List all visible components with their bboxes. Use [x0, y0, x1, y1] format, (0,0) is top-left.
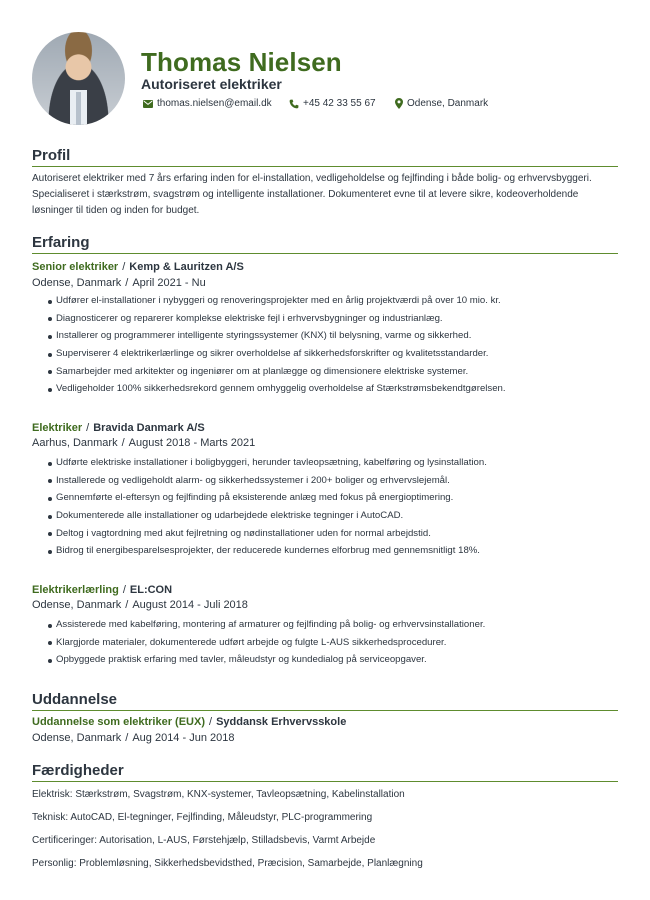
list-item: Dokumenterede alle installationer og udarbejdede elektriske tegninger i AutoCAD. — [48, 507, 618, 525]
job-role: Senior elektriker — [32, 261, 119, 273]
list-item: Installerer og programmerer intelligente styringssystemer (KNX) til belysning, varme og sikkerhed. — [48, 327, 618, 345]
job-title-line — [32, 584, 172, 596]
job-meta-line — [32, 599, 248, 611]
job-company: Bravida Danmark A/S — [93, 422, 205, 434]
skills-divider — [32, 781, 618, 782]
experience-divider — [32, 253, 618, 254]
job-meta-line — [32, 437, 255, 449]
resume-header — [32, 32, 618, 126]
job-dates: August 2018 - Marts 2021 — [128, 437, 256, 449]
skill-line: Certificeringer: Autorisation, L-AUS, Førstehjælp, Stilladsbevis, Varmt Arbejde — [32, 835, 376, 846]
job-role: Elektrikerlærling — [32, 584, 119, 596]
job-title-line — [32, 422, 205, 434]
job-dates: April 2021 - Nu — [132, 277, 206, 289]
list-item: Assisterede med kabelføring, montering af armaturer og fejlfinding på bolig- og erhvervsinstallationer. — [48, 616, 618, 634]
education-location: Odense, Danmark — [32, 732, 122, 744]
list-item: Deltog i vagtordning med akut fejlretning og nødinstallationer uden for normal arbejdstid. — [48, 525, 618, 543]
profile-heading: Profil — [32, 147, 71, 164]
list-item: Bidrog til energibesparelsesprojekter, der reducerede kundernes elforbrug med gennemsnitligt 18%. — [48, 542, 618, 560]
candidate-name: Thomas Nielsen — [141, 47, 342, 77]
profile-line: Autoriseret elektriker med 7 års erfaring inden for el-installation, vedligeholdelse og fejlfinding i både bolig- og erhvervsbyggeri. — [32, 173, 592, 184]
phone-icon — [289, 99, 299, 109]
skill-line: Teknisk: AutoCAD, El-tegninger, Fejlfinding, Måleudstyr, PLC-programmering — [32, 812, 373, 823]
list-item: Vedligeholder 100% sikkerhedsrekord gennem omhyggelig overholdelse af Stærkstrømsbekendtgørelsen. — [48, 380, 618, 398]
profile-line: Specialiseret i stærkstrøm, svagstrøm og intelligente installationer. Dokumenteret evne til at levere sikre, kodeoverholdende — [32, 189, 579, 200]
profile-line: løsninger til tiden og inden for budget. — [32, 205, 200, 216]
contact-phone[interactable] — [289, 98, 376, 109]
job-role: Elektriker — [32, 422, 83, 434]
skills-heading: Færdigheder — [32, 762, 124, 779]
job-location: Aarhus, Danmark — [32, 437, 118, 449]
separator: / — [121, 437, 125, 449]
avatar — [32, 32, 125, 125]
list-item: Superviserer 4 elektrikerlærlinge og sikrer overholdelse af sikkerhedsforskrifter og kvalitetsstandarder. — [48, 345, 618, 363]
location-pin-icon — [395, 98, 403, 109]
education-dates: Aug 2014 - Jun 2018 — [132, 732, 235, 744]
separator: / — [125, 732, 129, 744]
list-item: Samarbejder med arkitekter og ingeniører om at planlægge og dimensionere elektriske systemer. — [48, 363, 618, 381]
profile-divider — [32, 166, 618, 167]
education-title-line — [32, 716, 346, 728]
education-heading: Uddannelse — [32, 691, 118, 708]
list-item: Gennemførte el-eftersyn og fejlfinding på eksisterende anlæg med fokus på energioptimering. — [48, 489, 618, 507]
job-company: EL:CON — [129, 584, 173, 596]
list-item: Udfører el-installationer i nybyggeri og renoveringsprojekter med en årlig projektværdi på over 10 mio. kr. — [48, 292, 618, 310]
skill-line: Personlig: Problemløsning, Sikkerhedsbevidsthed, Præcision, Samarbejde, Planlægning — [32, 858, 423, 869]
profile-summary — [32, 171, 618, 219]
job-location: Odense, Danmark — [32, 599, 122, 611]
experience-heading: Erfaring — [32, 234, 90, 251]
education-meta-line — [32, 732, 234, 744]
separator: / — [122, 261, 126, 273]
separator: / — [209, 716, 213, 728]
list-item: Udførte elektriske installationer i boligbyggeri, herunder tavleopsætning, kabelføring og lysinstallation. — [48, 454, 618, 472]
job-bullets — [48, 292, 618, 398]
email-text: thomas.nielsen@email.dk — [157, 98, 272, 109]
resume-page — [32, 0, 618, 900]
job-bullets — [48, 454, 618, 560]
job-location: Odense, Danmark — [32, 277, 122, 289]
separator: / — [125, 599, 129, 611]
separator: / — [122, 584, 126, 596]
job-meta-line — [32, 277, 206, 289]
education-degree: Uddannelse som elektriker (EUX) — [32, 716, 206, 728]
envelope-icon — [143, 100, 153, 108]
separator: / — [86, 422, 90, 434]
skill-line: Elektrisk: Stærkstrøm, Svagstrøm, KNX-systemer, Tavleopsætning, Kabelinstallation — [32, 789, 405, 800]
list-item: Klargjorde materialer, dokumenterede udført arbejde og fulgte L-AUS sikkerhedsprocedurer. — [48, 634, 618, 652]
list-item: Opbyggede praktisk erfaring med tavler, måleudstyr og kundedialog på serviceopgaver. — [48, 651, 618, 669]
candidate-title: Autoriseret elektriker — [141, 76, 282, 92]
list-item: Installerede og vedligeholdt alarm- og sikkerhedssystemer i 200+ boliger og erhvervslejemål. — [48, 472, 618, 490]
location-text: Odense, Danmark — [407, 98, 489, 109]
contact-email[interactable] — [143, 98, 272, 109]
avatar-shirt-shadow — [76, 92, 81, 125]
list-item: Diagnosticerer og reparerer komplekse elektriske fejl i erhvervsbygninger og industrianlæg. — [48, 310, 618, 328]
job-dates: August 2014 - Juli 2018 — [132, 599, 248, 611]
job-title-line — [32, 261, 244, 273]
education-school: Syddansk Erhvervsskole — [216, 716, 347, 728]
education-divider — [32, 710, 618, 711]
job-company: Kemp & Lauritzen A/S — [129, 261, 244, 273]
phone-text: +45 42 33 55 67 — [303, 98, 376, 109]
separator: / — [125, 277, 129, 289]
job-bullets — [48, 616, 618, 669]
contact-location — [395, 98, 488, 109]
